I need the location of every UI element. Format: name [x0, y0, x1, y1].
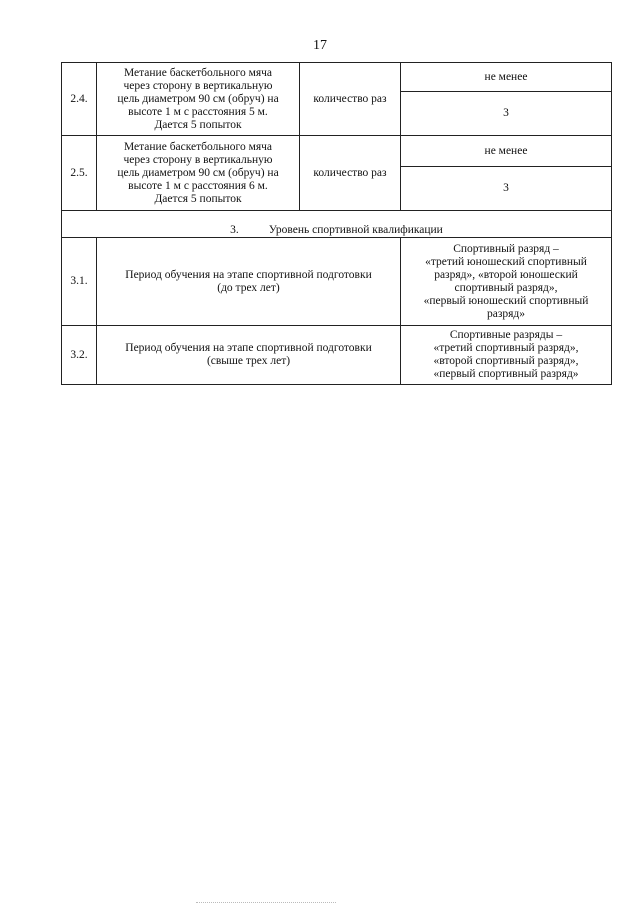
qualification-cell: Спортивный разряд – «третий юношеский спортивный разряд», «второй юношеский спортивный разряд», «первый юношеский спортивный разряд»	[401, 238, 612, 326]
norm-value-cell: 3	[401, 92, 612, 136]
period-name-cell: Период обучения на этапе спортивной подготовки (до трех лет)	[97, 238, 401, 326]
page-number: 17	[313, 38, 327, 53]
section-number: 3.	[230, 224, 239, 236]
row-number-cell: 3.1.	[62, 238, 97, 326]
norm-label-cell: не менее	[401, 136, 612, 167]
section-header-row	[62, 211, 612, 238]
norm-value-cell: 3	[401, 167, 612, 211]
row-number-cell: 3.2.	[62, 326, 97, 385]
period-name-cell: Период обучения на этапе спортивной подготовки (свыше трех лет)	[97, 326, 401, 385]
scan-edge-mark	[196, 902, 336, 904]
norms-table	[61, 62, 612, 385]
section-header-cell	[62, 211, 612, 238]
unit-cell: количество раз	[300, 63, 401, 136]
table-row	[62, 238, 612, 326]
qualification-cell: Спортивные разряды – «третий спортивный разряд», «второй спортивный разряд», «первый спортивный разряд»	[401, 326, 612, 385]
row-number-cell: 2.5.	[62, 136, 97, 211]
unit-cell: количество раз	[300, 136, 401, 211]
exercise-name-cell: Метание баскетбольного мяча через сторону в вертикальную цель диаметром 90 см (обруч) на высоте 1 м с расстояния 5 м. Дается 5 попыток	[97, 63, 300, 136]
section-title: Уровень спортивной квалификации	[268, 224, 443, 236]
table-row	[62, 136, 612, 167]
table-row	[62, 63, 612, 92]
norm-label-cell: не менее	[401, 63, 612, 92]
table-row	[62, 326, 612, 385]
exercise-name-cell: Метание баскетбольного мяча через сторону в вертикальную цель диаметром 90 см (обруч) на высоте 1 м с расстояния 6 м. Дается 5 попыток	[97, 136, 300, 211]
row-number-cell: 2.4.	[62, 63, 97, 136]
